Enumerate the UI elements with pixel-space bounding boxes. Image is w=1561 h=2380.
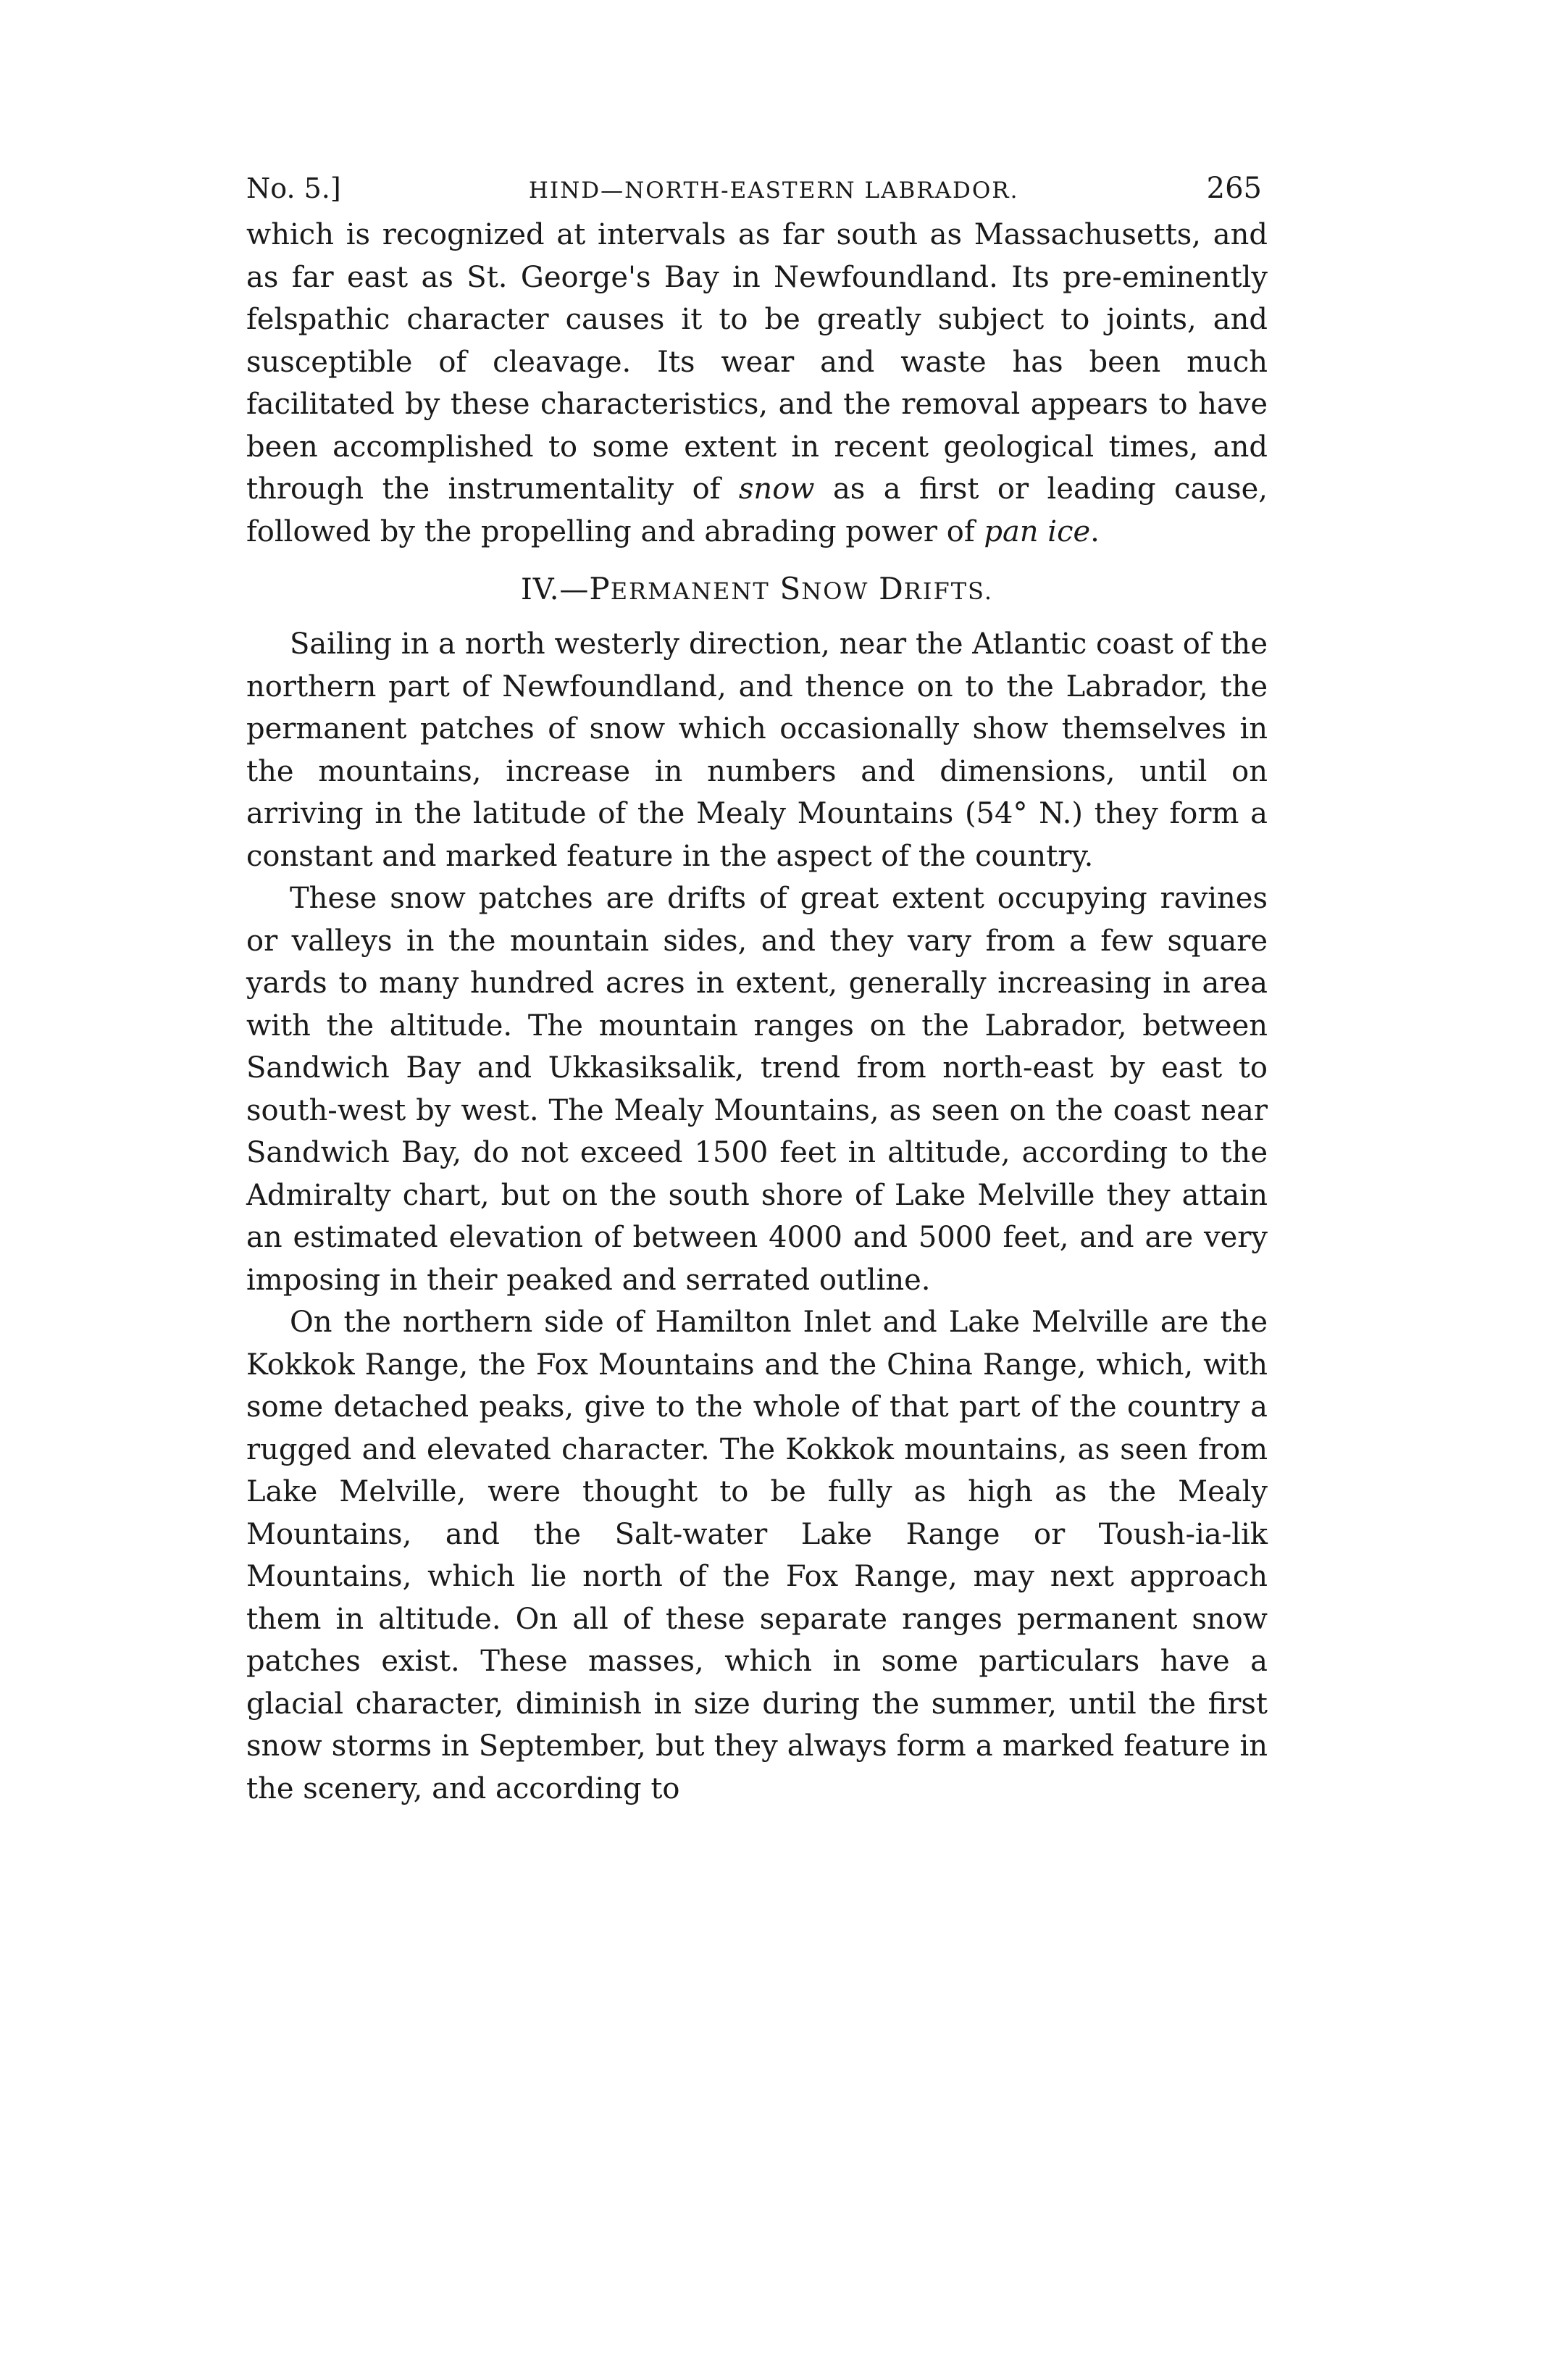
paragraph: Sailing in a north westerly direction, near the Atlantic coast of the northern part of Newfoundland, and thence on to the Labrador, the permanent patches of snow which occasionally show themselves in the mountains, increase in numbers and dimensions, until on arriving in the latitude of the Mealy Mountains (54° N.) they form a constant and marked feature in the aspect of the country. xyxy=(246,627,1268,873)
running-title: HIND—NORTH-EASTERN LABRADOR. xyxy=(528,178,1019,204)
emphasis-snow: snow xyxy=(738,472,815,506)
section-heading: IV.—PERMANENT SNOW DRIFTS. xyxy=(521,571,993,606)
book-page xyxy=(246,163,1268,1810)
body-text xyxy=(246,214,1268,1810)
paragraph: On the northern side of Hamilton Inlet and Lake Melville are the Kokkok Range, the Fox Mountains and the China Range, which, with some detached peaks, give to the whole of that part of the country a rugged and elevated character. The Kokkok mountains, as seen from Lake Melville, were thought to be fully as high as the Mealy Mountains, and the Salt-water Lake Range or Toush-ia-lik Mountains, which lie north of the Fox Range, may next approach them in altitude. On all of these separate ranges permanent snow patches exist. These masses, which in some particulars have a glacial character, diminish in size during the summer, until the first snow storms in September, but they always form a marked feature in the scenery, and according to xyxy=(246,1306,1268,1805)
continued-paragraph: which is recognized at intervals as far south as Massachusetts, and as far east as St. George's Bay in Newfoundland. Its pre-eminently felspathic character causes it to be greatly subject to joints, and susceptible of cleavage. Its wear and waste has been much facilitated by these characteristics, and the removal appears to have been accomplished to some extent in recent geological times, and through the instrumentality of snow as a first or leading cause, followed by the propelling and abrading power of pan ice. xyxy=(246,218,1268,548)
emphasis-pan-ice: pan ice xyxy=(984,514,1091,548)
paragraph: These snow patches are drifts of great extent occupying ravines or valleys in the mountain sides, and they vary from a few square yards to many hundred acres in extent, generally increasing in area with the altitude. The mountain ranges on the Labrador, between Sandwich Bay and Ukkasiksalik, trend from north-east by east to south-west by west. The Mealy Mountains, as seen on the coast near Sandwich Bay, do not exceed 1500 feet in altitude, according to the Admiralty chart, but on the south shore of Lake Melville they attain an estimated elevation of between 4000 and 5000 feet, and are very imposing in their peaked and serrated outline. xyxy=(246,882,1268,1297)
page-number: 265 xyxy=(1206,172,1262,205)
running-head xyxy=(246,163,1268,214)
issue-number: No. 5.] xyxy=(246,172,341,204)
